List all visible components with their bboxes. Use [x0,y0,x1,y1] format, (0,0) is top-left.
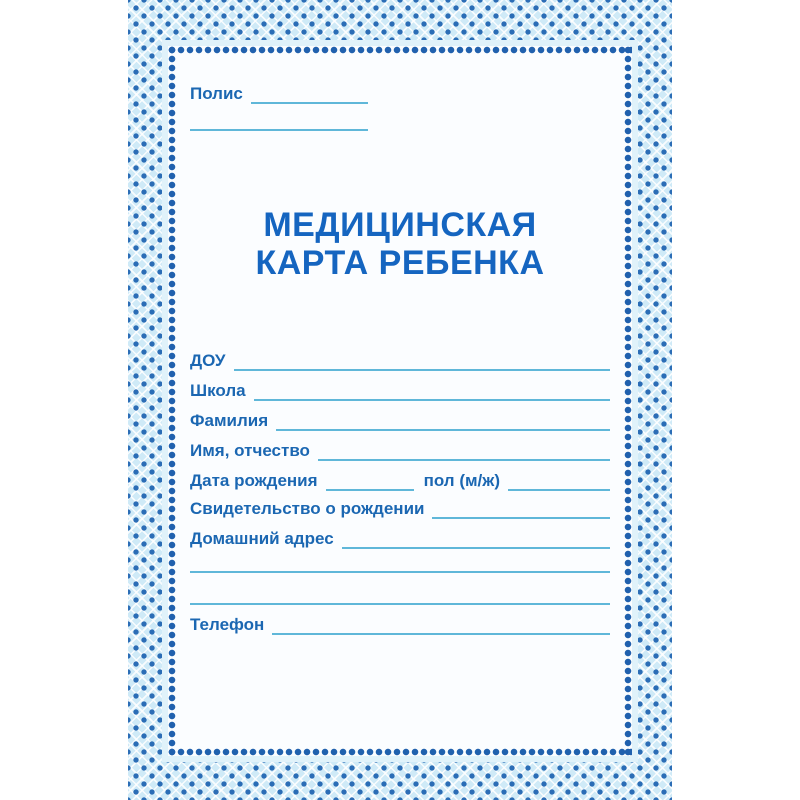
home-address-line [342,525,610,549]
field-row-home-address [190,527,610,549]
dotted-border-bottom [168,748,632,756]
field-row-dou [190,349,610,371]
field-row-phone [190,613,610,635]
birth-date-line [326,467,414,491]
field-row-surname [190,409,610,431]
title-line-2: КАРТА РЕБЕНКА [255,244,545,282]
phone-line [272,611,610,635]
sex-line [508,467,610,491]
surname-line [276,407,610,431]
polis-extra-line [190,129,368,131]
dotted-border-right [624,46,632,756]
field-row-name-patronymic [190,439,610,461]
home-address-label: Домашний адрес [190,529,334,548]
name-patronymic-label: Имя, отчество [190,441,310,460]
school-label: Школа [190,381,246,400]
page-title [176,206,624,282]
address-extra-line-2 [190,603,610,605]
phone-label: Телефон [190,615,265,634]
paper-area [168,46,632,756]
field-row-birth-certificate [190,497,610,519]
dotted-border-top [168,46,632,54]
address-extra-line-1 [190,571,610,573]
title-line-1: МЕДИЦИНСКАЯ [263,206,537,244]
school-line [254,377,610,401]
dotted-border-left [168,46,176,756]
field-row-polis [190,82,368,104]
birth-certificate-line [432,495,610,519]
field-row-birth-date-sex [190,469,610,491]
polis-line [251,80,368,104]
field-row-school [190,379,610,401]
dou-line [234,347,611,371]
surname-label: Фамилия [190,411,269,430]
name-patronymic-line [318,437,610,461]
dou-label: ДОУ [190,351,226,370]
polis-label: Полис [190,84,243,103]
birth-certificate-label: Свидетельство о рождении [190,499,425,518]
sex-label: пол (м/ж) [423,471,500,490]
birth-date-label: Дата рождения [190,471,318,490]
form-content [176,54,624,748]
medical-card-cover [128,0,672,800]
